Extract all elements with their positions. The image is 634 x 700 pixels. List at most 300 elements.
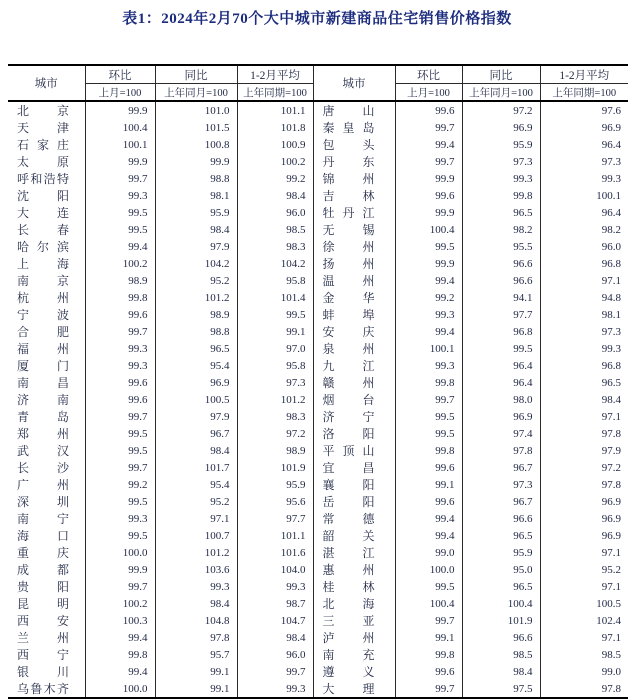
avg-value-right: 97.9 bbox=[601, 444, 621, 457]
city-name: 重 庆 bbox=[17, 546, 69, 560]
yoy-value-right: 96.9 bbox=[462, 408, 540, 425]
city-cell-left bbox=[8, 119, 85, 136]
yoy-value-right: 96.9 bbox=[462, 119, 540, 136]
city-cell-left bbox=[8, 289, 85, 306]
city-name: 大 理 bbox=[322, 682, 375, 696]
mom-value-right: 99.5 bbox=[395, 408, 462, 425]
mom-value-left: 99.5 bbox=[85, 493, 155, 510]
table-row bbox=[8, 340, 628, 357]
avg-value-left: 101.1 bbox=[237, 527, 313, 544]
mom-value-right: 99.1 bbox=[395, 629, 462, 646]
city-cell-right bbox=[313, 153, 395, 170]
city-name: 安 庆 bbox=[322, 325, 375, 339]
mom-value-right: 99.5 bbox=[395, 425, 462, 442]
table-row bbox=[8, 136, 628, 153]
yoy-value-left: 99.3 bbox=[155, 578, 237, 595]
avg-value-left: 98.3 bbox=[237, 408, 313, 425]
table-row bbox=[8, 510, 628, 527]
header-city-left: 城市 bbox=[8, 65, 85, 101]
table-row bbox=[8, 204, 628, 221]
avg-value-right: 96.9 bbox=[601, 529, 621, 542]
avg-value-right: 100.5 bbox=[596, 597, 621, 610]
city-cell-left bbox=[8, 459, 85, 476]
yoy-value-left: 96.5 bbox=[155, 340, 237, 357]
yoy-value-left: 99.9 bbox=[155, 153, 237, 170]
yoy-value-left: 97.9 bbox=[155, 238, 237, 255]
avg-value-left: 101.8 bbox=[237, 119, 313, 136]
city-name: 湛 江 bbox=[322, 546, 375, 560]
city-cell-left bbox=[8, 408, 85, 425]
city-name: 宜 昌 bbox=[322, 461, 375, 475]
avg-value-left: 95.9 bbox=[237, 476, 313, 493]
yoy-value-left: 95.9 bbox=[155, 204, 237, 221]
city-name: 兰 州 bbox=[17, 631, 69, 645]
mom-value-left: 99.5 bbox=[85, 425, 155, 442]
avg-value-right: 96.0 bbox=[601, 240, 621, 253]
city-cell-right bbox=[313, 221, 395, 238]
yoy-value-right: 97.3 bbox=[462, 476, 540, 493]
mom-value-right: 99.9 bbox=[395, 204, 462, 221]
city-name: 金 华 bbox=[322, 291, 375, 305]
table-body bbox=[8, 101, 628, 698]
city-name: 西 安 bbox=[17, 614, 69, 628]
city-name: 郑 州 bbox=[17, 427, 69, 441]
city-cell-left bbox=[8, 493, 85, 510]
mom-value-left: 99.7 bbox=[85, 578, 155, 595]
mom-value-left: 99.4 bbox=[85, 629, 155, 646]
city-name: 呼 和 浩 特 bbox=[17, 172, 69, 186]
mom-value-right: 99.0 bbox=[395, 544, 462, 561]
mom-value-right: 99.9 bbox=[395, 170, 462, 187]
avg-value-right: 94.8 bbox=[601, 291, 621, 304]
table-row bbox=[8, 255, 628, 272]
mom-value-right: 99.9 bbox=[395, 255, 462, 272]
header-mom-base-left: 上月=100 bbox=[85, 84, 155, 102]
mom-value-left: 100.2 bbox=[85, 595, 155, 612]
city-name: 扬 州 bbox=[322, 257, 375, 271]
city-cell-left bbox=[8, 663, 85, 680]
mom-value-right: 100.0 bbox=[395, 561, 462, 578]
avg-value-left: 96.0 bbox=[237, 646, 313, 663]
yoy-value-right: 100.4 bbox=[462, 595, 540, 612]
mom-value-right: 99.7 bbox=[395, 680, 462, 698]
city-cell-left bbox=[8, 238, 85, 255]
city-cell-left bbox=[8, 476, 85, 493]
mom-value-right: 99.7 bbox=[395, 153, 462, 170]
avg-value-right: 96.8 bbox=[601, 257, 621, 270]
yoy-value-left: 98.8 bbox=[155, 170, 237, 187]
city-cell-right bbox=[313, 136, 395, 153]
city-name: 徐 州 bbox=[322, 240, 375, 254]
yoy-value-left: 97.9 bbox=[155, 408, 237, 425]
mom-value-left: 100.0 bbox=[85, 544, 155, 561]
city-name: 常 德 bbox=[322, 512, 375, 526]
city-name: 哈 尔 滨 bbox=[17, 240, 69, 254]
city-cell-left bbox=[8, 510, 85, 527]
yoy-value-right: 94.1 bbox=[462, 289, 540, 306]
city-cell-left bbox=[8, 374, 85, 391]
city-name: 昆 明 bbox=[17, 597, 69, 611]
mom-value-right: 99.4 bbox=[395, 510, 462, 527]
city-name: 石 家 庄 bbox=[17, 138, 69, 152]
avg-value-left: 104.7 bbox=[237, 612, 313, 629]
avg-value-left: 101.9 bbox=[237, 459, 313, 476]
yoy-value-left: 100.7 bbox=[155, 527, 237, 544]
yoy-value-left: 98.1 bbox=[155, 187, 237, 204]
yoy-value-left: 100.8 bbox=[155, 136, 237, 153]
yoy-value-left: 95.4 bbox=[155, 476, 237, 493]
city-cell-left bbox=[8, 272, 85, 289]
mom-value-left: 100.3 bbox=[85, 612, 155, 629]
city-name: 海 口 bbox=[17, 529, 69, 543]
avg-value-right: 96.9 bbox=[601, 495, 621, 508]
mom-value-left: 99.5 bbox=[85, 442, 155, 459]
city-cell-right bbox=[313, 629, 395, 646]
mom-value-left: 99.4 bbox=[85, 238, 155, 255]
avg-value-right: 97.1 bbox=[601, 546, 621, 559]
city-name: 成 都 bbox=[17, 563, 69, 577]
header-avg-base-right: 上年同期=100 bbox=[540, 84, 628, 102]
yoy-value-right: 95.9 bbox=[462, 544, 540, 561]
avg-value-left: 99.1 bbox=[237, 323, 313, 340]
mom-value-left: 99.5 bbox=[85, 527, 155, 544]
city-name: 九 江 bbox=[322, 359, 375, 373]
yoy-value-right: 97.7 bbox=[462, 306, 540, 323]
city-cell-right bbox=[313, 374, 395, 391]
city-cell-left bbox=[8, 680, 85, 698]
city-cell-right bbox=[313, 510, 395, 527]
city-cell-left bbox=[8, 204, 85, 221]
table-row bbox=[8, 425, 628, 442]
table-row bbox=[8, 578, 628, 595]
city-cell-right bbox=[313, 323, 395, 340]
yoy-value-right: 96.5 bbox=[462, 527, 540, 544]
avg-value-right: 96.5 bbox=[601, 376, 621, 389]
avg-value-right: 100.1 bbox=[596, 189, 621, 202]
avg-value-left: 100.9 bbox=[237, 136, 313, 153]
city-name: 三 亚 bbox=[322, 614, 375, 628]
table-row bbox=[8, 493, 628, 510]
city-name: 洛 阳 bbox=[322, 427, 375, 441]
avg-value-right: 99.0 bbox=[601, 665, 621, 678]
city-cell-left bbox=[8, 391, 85, 408]
yoy-value-left: 98.4 bbox=[155, 221, 237, 238]
yoy-value-left: 96.9 bbox=[155, 374, 237, 391]
city-cell-left bbox=[8, 561, 85, 578]
city-name: 沈 阳 bbox=[17, 189, 69, 203]
mom-value-left: 99.3 bbox=[85, 357, 155, 374]
avg-value-left: 99.3 bbox=[237, 680, 313, 698]
mom-value-right: 99.2 bbox=[395, 289, 462, 306]
yoy-value-right: 96.4 bbox=[462, 357, 540, 374]
city-name: 乌 鲁 木 齐 bbox=[17, 682, 69, 696]
avg-value-right: 102.4 bbox=[596, 614, 621, 627]
yoy-value-right: 99.3 bbox=[462, 170, 540, 187]
mom-value-right: 99.4 bbox=[395, 323, 462, 340]
city-cell-left bbox=[8, 629, 85, 646]
mom-value-right: 99.7 bbox=[395, 119, 462, 136]
city-cell-left bbox=[8, 357, 85, 374]
yoy-value-right: 101.9 bbox=[462, 612, 540, 629]
city-cell-right bbox=[313, 595, 395, 612]
city-cell-right bbox=[313, 187, 395, 204]
city-cell-left bbox=[8, 544, 85, 561]
mom-value-left: 100.2 bbox=[85, 255, 155, 272]
avg-value-left: 99.2 bbox=[237, 170, 313, 187]
yoy-value-right: 95.0 bbox=[462, 561, 540, 578]
city-cell-right bbox=[313, 459, 395, 476]
mom-value-left: 99.6 bbox=[85, 374, 155, 391]
city-cell-right bbox=[313, 255, 395, 272]
mom-value-left: 99.8 bbox=[85, 646, 155, 663]
table-row bbox=[8, 408, 628, 425]
city-cell-left bbox=[8, 323, 85, 340]
table-row bbox=[8, 612, 628, 629]
mom-value-left: 99.7 bbox=[85, 459, 155, 476]
avg-value-right: 99.3 bbox=[601, 172, 621, 185]
city-name: 杭 州 bbox=[17, 291, 69, 305]
avg-value-right: 97.1 bbox=[601, 631, 621, 644]
mom-value-left: 99.9 bbox=[85, 101, 155, 119]
yoy-value-left: 95.7 bbox=[155, 646, 237, 663]
yoy-value-right: 97.4 bbox=[462, 425, 540, 442]
avg-value-left: 99.7 bbox=[237, 663, 313, 680]
mom-value-right: 99.3 bbox=[395, 357, 462, 374]
header-mom-left: 环比 bbox=[85, 65, 155, 84]
mom-value-left: 99.2 bbox=[85, 476, 155, 493]
city-cell-right bbox=[313, 493, 395, 510]
city-cell-right bbox=[313, 357, 395, 374]
mom-value-right: 100.1 bbox=[395, 340, 462, 357]
mom-value-right: 99.6 bbox=[395, 493, 462, 510]
city-name: 惠 州 bbox=[322, 563, 375, 577]
avg-value-right: 96.8 bbox=[601, 359, 621, 372]
table-row bbox=[8, 459, 628, 476]
avg-value-right: 97.3 bbox=[601, 155, 621, 168]
city-name: 丹 东 bbox=[322, 155, 375, 169]
city-cell-left bbox=[8, 255, 85, 272]
avg-value-left: 101.4 bbox=[237, 289, 313, 306]
table-row bbox=[8, 306, 628, 323]
yoy-value-right: 96.7 bbox=[462, 459, 540, 476]
mom-value-right: 99.8 bbox=[395, 374, 462, 391]
city-name: 福 州 bbox=[17, 342, 69, 356]
city-cell-right bbox=[313, 204, 395, 221]
city-cell-left bbox=[8, 306, 85, 323]
yoy-value-left: 95.2 bbox=[155, 272, 237, 289]
header-avg-right: 1-2月平均 bbox=[559, 69, 610, 82]
city-cell-left bbox=[8, 221, 85, 238]
table-row bbox=[8, 187, 628, 204]
avg-value-right: 97.8 bbox=[601, 427, 621, 440]
mom-value-left: 99.3 bbox=[85, 510, 155, 527]
yoy-value-right: 97.3 bbox=[462, 153, 540, 170]
yoy-value-left: 97.8 bbox=[155, 629, 237, 646]
mom-value-right: 99.4 bbox=[395, 527, 462, 544]
avg-value-right: 98.1 bbox=[601, 308, 621, 321]
avg-value-right: 97.8 bbox=[601, 682, 621, 695]
header-row-main bbox=[8, 65, 628, 84]
city-name: 南 京 bbox=[17, 274, 69, 288]
city-cell-left bbox=[8, 101, 85, 119]
avg-value-left: 95.8 bbox=[237, 357, 313, 374]
yoy-value-right: 96.6 bbox=[462, 255, 540, 272]
mom-value-right: 99.6 bbox=[395, 187, 462, 204]
avg-value-left: 95.6 bbox=[237, 493, 313, 510]
header-yoy-base-right: 上年同月=100 bbox=[462, 84, 540, 102]
table-row bbox=[8, 646, 628, 663]
yoy-value-left: 100.5 bbox=[155, 391, 237, 408]
mom-value-left: 99.7 bbox=[85, 170, 155, 187]
avg-value-left: 98.9 bbox=[237, 442, 313, 459]
avg-value-right: 96.9 bbox=[601, 512, 621, 525]
city-name: 长 沙 bbox=[17, 461, 69, 475]
city-name: 贵 阳 bbox=[17, 580, 69, 594]
city-cell-right bbox=[313, 391, 395, 408]
yoy-value-right: 96.5 bbox=[462, 204, 540, 221]
city-name: 西 宁 bbox=[17, 648, 69, 662]
city-name: 桂 林 bbox=[322, 580, 375, 594]
table-row bbox=[8, 544, 628, 561]
avg-value-right: 96.4 bbox=[601, 138, 621, 151]
city-name: 泸 州 bbox=[322, 631, 375, 645]
city-cell-left bbox=[8, 187, 85, 204]
yoy-value-right: 95.5 bbox=[462, 238, 540, 255]
city-cell-left bbox=[8, 136, 85, 153]
avg-value-right: 97.2 bbox=[601, 461, 621, 474]
table-row bbox=[8, 595, 628, 612]
table-row bbox=[8, 238, 628, 255]
city-name: 蚌 埠 bbox=[322, 308, 375, 322]
mom-value-right: 99.7 bbox=[395, 391, 462, 408]
mom-value-right: 99.6 bbox=[395, 101, 462, 119]
yoy-value-right: 96.4 bbox=[462, 374, 540, 391]
city-name: 宁 波 bbox=[17, 308, 69, 322]
mom-value-right: 99.6 bbox=[395, 663, 462, 680]
city-cell-right bbox=[313, 340, 395, 357]
yoy-value-left: 95.4 bbox=[155, 357, 237, 374]
city-cell-right bbox=[313, 663, 395, 680]
city-name: 上 海 bbox=[17, 257, 69, 271]
city-cell-right bbox=[313, 272, 395, 289]
city-name: 温 州 bbox=[322, 274, 375, 288]
table-row bbox=[8, 101, 628, 119]
avg-value-left: 104.0 bbox=[237, 561, 313, 578]
avg-value-left: 97.0 bbox=[237, 340, 313, 357]
city-cell-right bbox=[313, 578, 395, 595]
city-cell-right bbox=[313, 476, 395, 493]
city-name: 牡 丹 江 bbox=[322, 206, 375, 220]
avg-value-left: 99.5 bbox=[237, 306, 313, 323]
yoy-value-right: 96.6 bbox=[462, 510, 540, 527]
city-name: 济 宁 bbox=[322, 410, 375, 424]
yoy-value-right: 97.5 bbox=[462, 680, 540, 698]
table-row bbox=[8, 272, 628, 289]
yoy-value-right: 96.8 bbox=[462, 323, 540, 340]
city-cell-right bbox=[313, 646, 395, 663]
yoy-value-left: 103.6 bbox=[155, 561, 237, 578]
table-row bbox=[8, 527, 628, 544]
yoy-value-left: 104.8 bbox=[155, 612, 237, 629]
yoy-value-right: 99.8 bbox=[462, 187, 540, 204]
avg-value-right: 97.6 bbox=[601, 104, 621, 117]
city-cell-right bbox=[313, 238, 395, 255]
yoy-value-left: 101.2 bbox=[155, 289, 237, 306]
avg-value-right: 97.8 bbox=[601, 478, 621, 491]
mom-value-left: 100.0 bbox=[85, 680, 155, 698]
city-name: 厦 门 bbox=[17, 359, 69, 373]
mom-value-right: 99.8 bbox=[395, 646, 462, 663]
avg-value-right: 96.9 bbox=[601, 121, 621, 134]
city-name: 吉 林 bbox=[322, 189, 375, 203]
city-name: 北 海 bbox=[322, 597, 375, 611]
city-name: 泉 州 bbox=[322, 342, 375, 356]
table-row bbox=[8, 663, 628, 680]
mom-value-left: 99.4 bbox=[85, 663, 155, 680]
yoy-value-right: 98.0 bbox=[462, 391, 540, 408]
city-name: 济 南 bbox=[17, 393, 69, 407]
avg-value-right: 98.2 bbox=[601, 223, 621, 236]
city-cell-left bbox=[8, 170, 85, 187]
city-cell-right bbox=[313, 527, 395, 544]
city-cell-right bbox=[313, 306, 395, 323]
avg-value-right: 96.4 bbox=[601, 206, 621, 219]
avg-value-right: 99.3 bbox=[601, 342, 621, 355]
mom-value-left: 99.8 bbox=[85, 289, 155, 306]
city-name: 赣 州 bbox=[322, 376, 375, 390]
table-row bbox=[8, 153, 628, 170]
avg-value-right: 98.5 bbox=[601, 648, 621, 661]
header-avg-left: 1-2月平均 bbox=[237, 65, 313, 84]
city-name: 广 州 bbox=[17, 478, 69, 492]
avg-value-left: 98.4 bbox=[237, 187, 313, 204]
yoy-value-left: 98.9 bbox=[155, 306, 237, 323]
city-name: 长 春 bbox=[17, 223, 69, 237]
city-name: 锦 州 bbox=[322, 172, 375, 186]
header-mom-base-right: 上月=100 bbox=[395, 84, 462, 102]
mom-value-left: 98.9 bbox=[85, 272, 155, 289]
avg-value-left: 98.5 bbox=[237, 221, 313, 238]
yoy-value-right: 96.6 bbox=[462, 272, 540, 289]
city-name: 岳 阳 bbox=[322, 495, 375, 509]
city-name: 天 津 bbox=[17, 121, 69, 135]
mom-value-left: 99.6 bbox=[85, 306, 155, 323]
header-mom-right: 环比 bbox=[395, 65, 462, 84]
city-name: 青 岛 bbox=[17, 410, 69, 424]
avg-value-right: 97.1 bbox=[601, 410, 621, 423]
yoy-value-left: 95.2 bbox=[155, 493, 237, 510]
avg-value-right: 97.1 bbox=[601, 274, 621, 287]
mom-value-left: 99.5 bbox=[85, 204, 155, 221]
avg-value-left: 98.4 bbox=[237, 629, 313, 646]
mom-value-right: 99.3 bbox=[395, 306, 462, 323]
avg-value-left: 97.2 bbox=[237, 425, 313, 442]
mom-value-right: 100.4 bbox=[395, 221, 462, 238]
mom-value-left: 99.7 bbox=[85, 323, 155, 340]
table-header bbox=[8, 65, 628, 101]
mom-value-right: 99.5 bbox=[395, 238, 462, 255]
avg-value-left: 98.7 bbox=[237, 595, 313, 612]
table-row bbox=[8, 442, 628, 459]
table-row bbox=[8, 170, 628, 187]
yoy-value-right: 99.5 bbox=[462, 340, 540, 357]
avg-value-left: 104.2 bbox=[237, 255, 313, 272]
table-row bbox=[8, 221, 628, 238]
city-name: 太 原 bbox=[17, 155, 69, 169]
avg-value-left: 99.3 bbox=[237, 578, 313, 595]
mom-value-right: 99.4 bbox=[395, 136, 462, 153]
city-name: 唐 山 bbox=[322, 104, 375, 118]
